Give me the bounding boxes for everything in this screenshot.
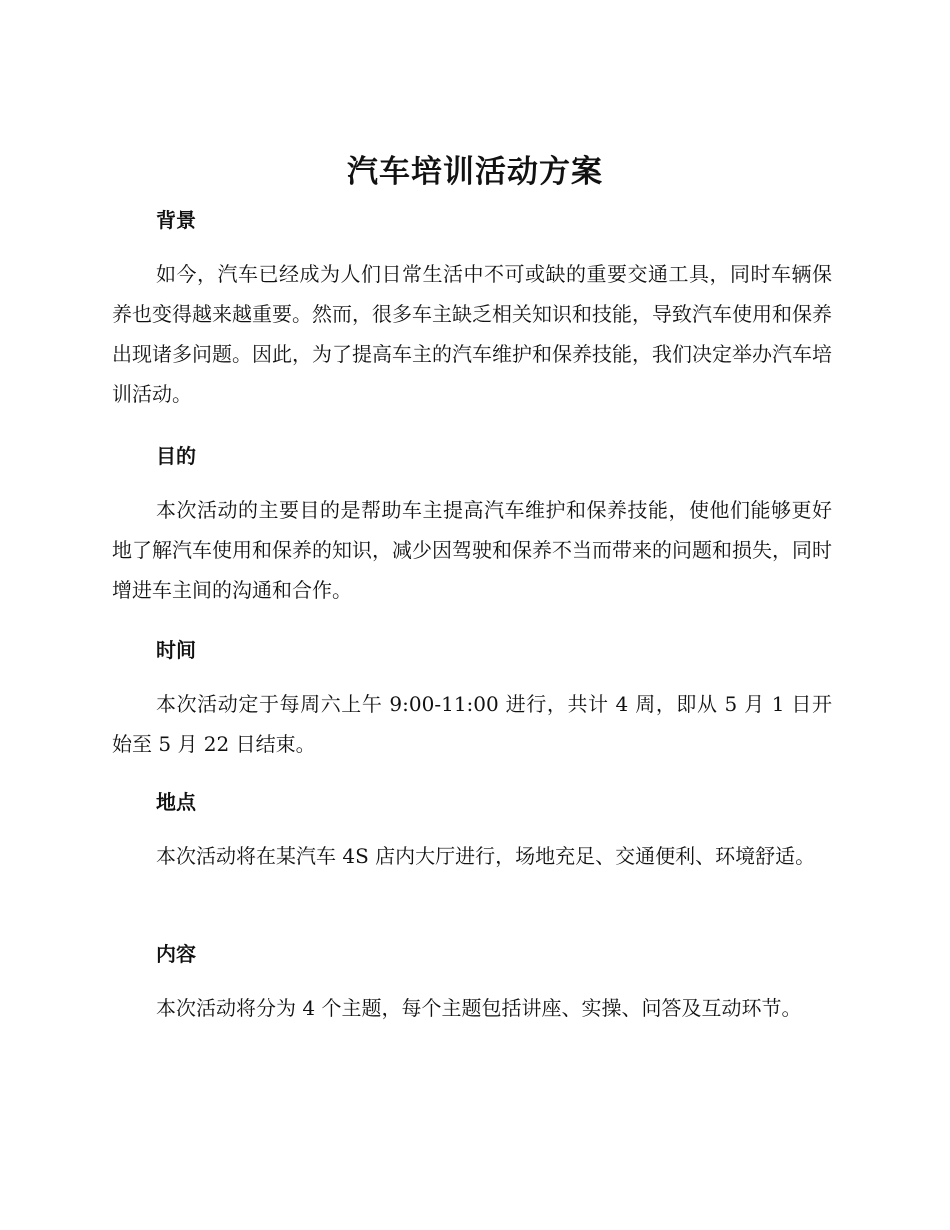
section-paragraph: 如今，汽车已经成为人们日常生活中不可或缺的重要交通工具，同时车辆保养也变得越来越重要。然而，很多车主缺乏相关知识和技能，导致汽车使用和保养出现诸多问题。因此，为了提高车主的汽车维护和保养技能，我们决定举办汽车培训活动。 — [112, 262, 832, 406]
section-heading: 内容 — [156, 942, 196, 966]
section-time-body — [112, 684, 832, 764]
section-content — [112, 940, 832, 968]
section-time — [112, 636, 832, 664]
section-purpose-body — [112, 490, 832, 610]
section-paragraph: 本次活动定于每周六上午 9:00-11:00 进行，共计 4 周，即从 5 月 1 日开始至 5 月 22 日结束。 — [112, 692, 832, 756]
section-heading: 地点 — [156, 790, 196, 814]
section-location — [112, 788, 832, 816]
section-paragraph: 本次活动将在某汽车 4S 店内大厅进行，场地充足、交通便利、环境舒适。 — [156, 844, 816, 868]
section-content-body — [112, 988, 832, 1028]
section-background — [112, 206, 832, 234]
section-paragraph: 本次活动的主要目的是帮助车主提高汽车维护和保养技能，使他们能够更好地了解汽车使用和保养的知识，减少因驾驶和保养不当而带来的问题和损失，同时增进车主间的沟通和合作。 — [112, 498, 832, 602]
document-title: 汽车培训活动方案 — [347, 154, 603, 190]
section-paragraph: 本次活动将分为 4 个主题，每个主题包括讲座、实操、问答及互动环节。 — [156, 996, 802, 1020]
section-heading: 背景 — [156, 208, 196, 232]
section-heading: 时间 — [156, 638, 196, 662]
section-location-body — [112, 836, 832, 876]
section-background-body — [112, 254, 832, 414]
section-heading: 目的 — [156, 444, 196, 468]
section-purpose — [112, 442, 832, 470]
